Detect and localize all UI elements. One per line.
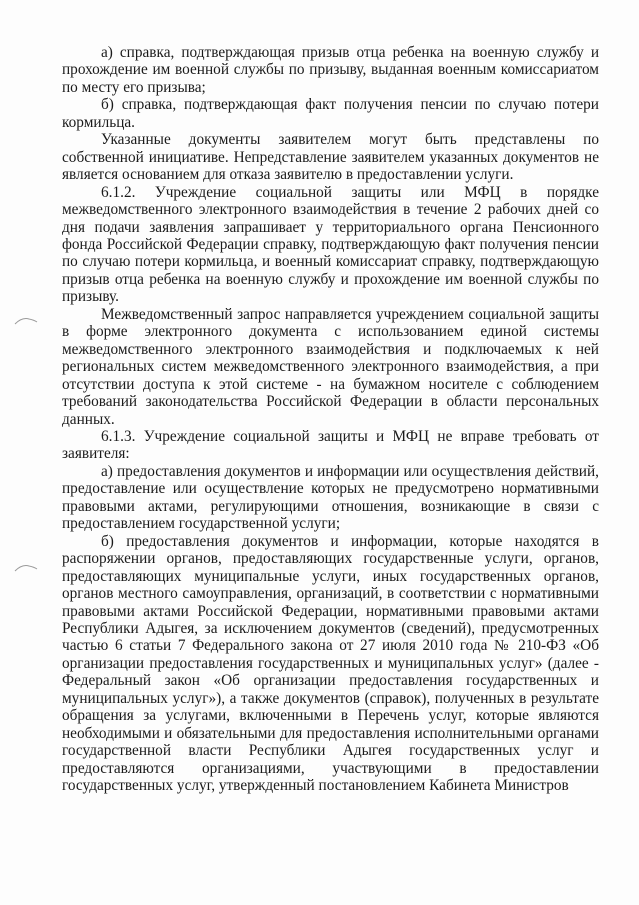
- paragraph-6-1-3-a: а) предоставления документов и информации или осуществления действий, предоставление или осуществление которых не предусмотрено нормативными правовыми актами, регулирующими отношения, возникающие в связи с предоставлением государственной услуги;: [62, 462, 599, 533]
- paragraph-interagency-request: Межведомственный запрос направляется учреждением социальной защиты в форме электронного документа с использованием единой системы межведомственного электронного взаимодействия и подключаемых к ней региональных систем межведомственного электронного взаимодействия, а при отсутствии доступа к этой системе - на бумажном носителе с соблюдением требований законодательства Российской Федерации в области персональных данных.: [62, 305, 599, 428]
- document-body: [62, 44, 599, 794]
- paragraph-item-a: а) справка, подтверждающая призыв отца ребенка на военную службу и прохождение им военной службы по призыву, выданная военным комиссариатом по месту его призыва;: [62, 44, 599, 96]
- paragraph-6-1-3: 6.1.3. Учреждение социальной защиты и МФЦ не вправе требовать от заявителя:: [62, 427, 599, 463]
- paragraph-own-initiative: Указанные документы заявителем могут быть представлены по собственной инициативе. Непредставление заявителем указанных документов не является основанием для отказа заявителю в предоставлении услуги.: [62, 131, 599, 184]
- paragraph-item-b: б) справка, подтверждающая факт получения пенсии по случаю потери кормильца.: [62, 96, 599, 131]
- scan-mark-icon: [14, 563, 38, 573]
- scan-mark-icon: [14, 316, 38, 326]
- paragraph-6-1-2: 6.1.2. Учреждение социальной защиты или МФЦ в порядке межведомственного электронного взаимодействия в течение 2 рабочих дней со дня подачи заявления запрашивает у территориального органа Пенсионного фонда Российской Федерации справку, подтверждающую факт получения пенсии по случаю потери кормильца, и военный комиссариат справку, подтверждающую призыв отца ребенка на военную службу и прохождение им военной службы по призыву.: [62, 183, 599, 306]
- paragraph-6-1-3-b: б) предоставления документов и информации, которые находятся в распоряжении органов, предоставляющих государственные услуги, органов, предоставляющих муниципальные услуги, иных государственных органов, органов местного самоуправления, организаций, в соответствии с нормативными правовыми актами Российской Федерации, нормативными правовыми актами Республики Адыгея, за исключением документов (сведений), предусмотренных частью 6 статьи 7 Федерального закона от 27 июля 2010 года № 210-ФЗ «Об организации предоставления государственных и муниципальных услуг» (далее - Федеральный закон «Об организации предоставления государственных и муниципальных услуг»), а также документов (справок), полученных в результате обращения за услугами, включенными в Перечень услуг, которые являются необходимыми и обязательными для предоставления исполнительными органами государственной власти Республики Адыгея государственных услуг и предоставляются организациями, участвующими в предоставлении государственных услуг, утвержденный постановлением Кабинета Министров: [62, 532, 599, 795]
